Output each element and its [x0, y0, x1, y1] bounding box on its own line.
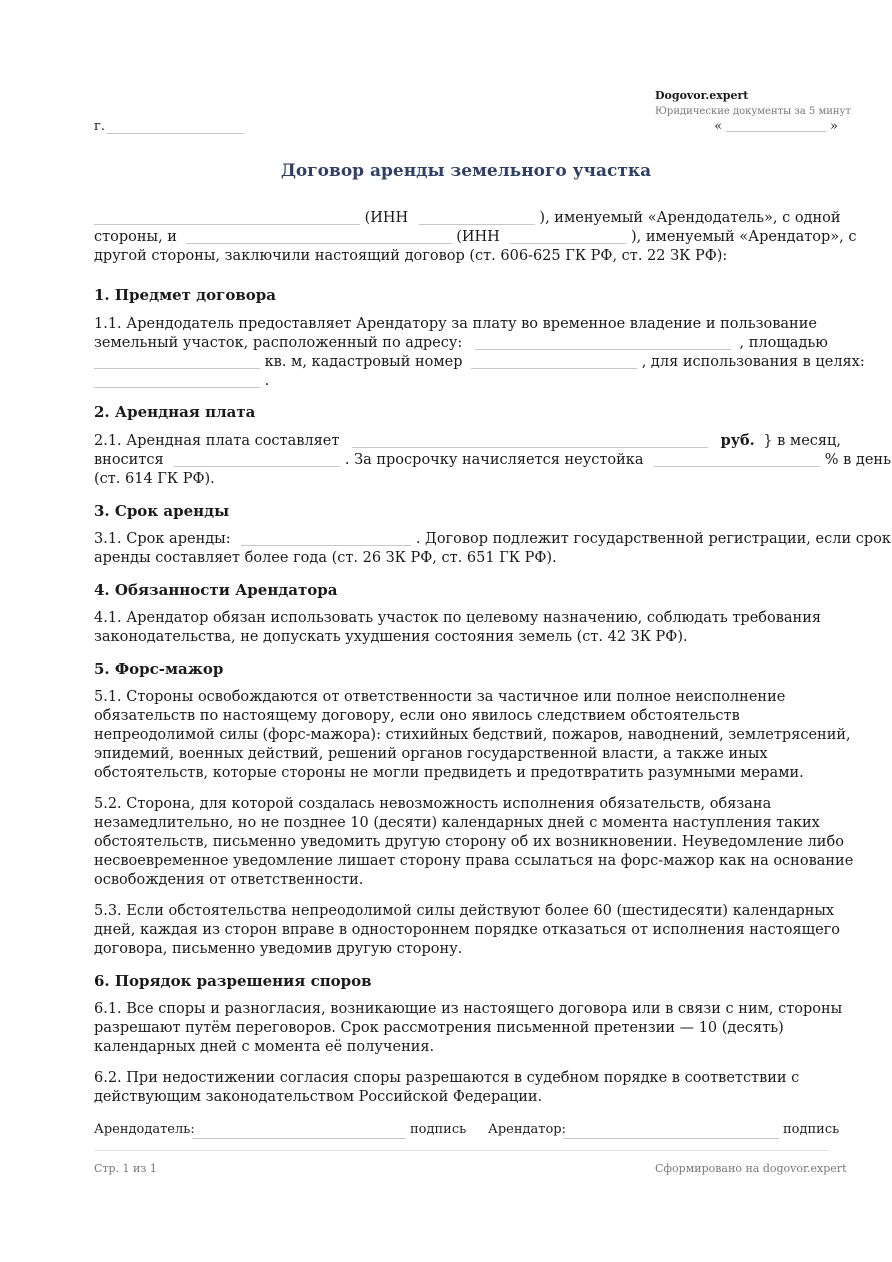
footer-divider — [94, 1150, 829, 1151]
payment-term-blank[interactable] — [174, 453, 340, 467]
section-5-heading: 5. Форс-мажор — [94, 660, 224, 678]
footer-page-number: Стр. 1 из 1 — [94, 1162, 157, 1175]
tenant-inn-blank[interactable] — [510, 230, 626, 244]
section-6-p2: 6.2. При недостижении согласия споры разрешаются в судебном порядке в соответствии с действующим законодательством Российской Федерации. — [94, 1070, 800, 1105]
date-field — [714, 119, 838, 134]
s1-line-1: 1.1. Арендодатель предоставляет Арендатору за плату во временное владение и пользование — [94, 316, 817, 332]
landlord-sign-caption: подпись — [410, 1122, 467, 1137]
section-3-heading: 3. Срок аренды — [94, 502, 230, 520]
preamble-landlord-named: ), именуемый «Арендодатель», с одной — [539, 210, 841, 226]
footer-generated: Сформировано на dogovor.expert — [655, 1162, 847, 1175]
city-blank[interactable] — [106, 133, 244, 134]
cadastral-blank[interactable] — [471, 355, 637, 369]
s2-per-day: % в день — [824, 452, 891, 468]
tenant-sign-caption: подпись — [783, 1122, 840, 1137]
landlord-sign-label: Арендодатель: — [94, 1122, 195, 1137]
signature-row — [94, 1122, 838, 1142]
document-body — [94, 209, 891, 1107]
s1-area-label: , площадью — [739, 335, 828, 351]
brand-tagline: Юридические документы за 5 минут — [655, 106, 851, 117]
brand-block — [655, 89, 855, 119]
penalty-blank[interactable] — [654, 453, 820, 467]
section-5-p1: 5.1. Стороны освобождаются от ответственности за частичное или полное неисполнение обязательств по настоящему договору, если оно явилось следствием обстоятельств непреодолимой силы (форс-мажора): стихийных бедствий, пожаров, наводнений, землетрясений, эпидемий, военных действий, решений органов государственной власти, а также иных обстоятельств, которые стороны не могли предвидеть и предотвратить разумными мерами. — [94, 689, 851, 781]
s1-cadastral-label: кв. м, кадастровый номер — [264, 354, 463, 370]
preamble — [94, 209, 858, 266]
s1-purpose-label: , для использования в целях: — [641, 354, 865, 370]
area-blank[interactable] — [94, 355, 260, 369]
landlord-name-blank[interactable] — [94, 211, 360, 225]
document-title: Договор аренды земельного участка — [280, 161, 652, 181]
s2-penalty-label: . За просрочку начисляется неустойка — [344, 452, 644, 468]
preamble-tenant-named: ), именуемый «Арендатор», с — [631, 229, 857, 245]
section-4-heading: 4. Обязанности Арендатора — [94, 581, 338, 599]
rent-amount-blank[interactable] — [352, 434, 708, 448]
landlord-inn-blank[interactable] — [419, 211, 535, 225]
section-2-text — [94, 431, 891, 489]
lease-term-blank[interactable] — [241, 532, 411, 546]
s2-rent-label: 2.1. Арендная плата составляет — [94, 433, 340, 449]
section-1-heading: 1. Предмет договора — [94, 286, 276, 304]
preamble-inn-label-1: (ИНН — [364, 210, 409, 226]
tenant-name-blank[interactable] — [186, 230, 452, 244]
date-blank[interactable] — [726, 119, 826, 132]
brand-name: Dogovor.expert — [655, 89, 749, 102]
preamble-tail: другой стороны, заключили настоящий договор (ст. 606-625 ГК РФ, ст. 22 ЗК РФ): — [94, 248, 728, 264]
s2-paid-label: вносится — [94, 452, 164, 468]
section-6-p1: 6.1. Все споры и разногласия, возникающие из настоящего договора или в связи с ним, стороны разрешают путём переговоров. Срок рассмотрения письменной претензии — 10 (десять) календарных дней с момента её получения. — [94, 1001, 843, 1055]
s1-address-label: земельный участок, расположенный по адресу: — [94, 335, 463, 351]
section-4-text: 4.1. Арендатор обязан использовать участок по целевому назначению, соблюдать требования законодательства, не допускать ухудшения состояния земель (ст. 42 ЗК РФ). — [94, 610, 822, 645]
section-1-text — [94, 315, 865, 391]
address-blank[interactable] — [475, 336, 731, 350]
city-label: г. — [94, 119, 105, 134]
s2-line-3: (ст. 614 ГК РФ). — [94, 471, 215, 487]
purpose-blank[interactable] — [94, 374, 260, 388]
tenant-signature-blank[interactable] — [563, 1138, 779, 1139]
section-6-heading: 6. Порядок разрешения споров — [94, 972, 372, 990]
s3-term-label: 3.1. Срок аренды: — [94, 531, 231, 547]
section-2-heading: 2. Арендная плата — [94, 403, 256, 421]
preamble-inn-label-2: (ИНН — [456, 229, 500, 245]
s2-rub-label: руб. — [720, 432, 755, 449]
s1-end: . — [264, 373, 270, 389]
s3-registration: . Договор подлежит государственной регистрации, если срок — [415, 531, 891, 547]
section-3-text — [94, 530, 891, 568]
s2-per-month: } в месяц, — [763, 433, 841, 449]
tenant-sign-label: Арендатор: — [488, 1122, 566, 1137]
city-date-row — [94, 119, 838, 137]
section-5-p2: 5.2. Сторона, для которой создалась невозможность исполнения обязательств, обязана незамедлительно, но не позднее 10 (десяти) календарных дней с момента наступления таких обстоятельств, письменно уведомить другую сторону об их возникновении. Неуведомление либо несвоевременное уведомление лишает сторону права ссылаться на форс-мажор как на основание освобождения от ответственности. — [94, 796, 854, 888]
preamble-side2: стороны, и — [94, 229, 177, 245]
section-5-p3: 5.3. Если обстоятельства непреодолимой силы действуют более 60 (шестидесяти) календарных дней, каждая из сторон вправе в одностороннем порядке отказаться от исполнения настоящего договора, письменно уведомив другую сторону. — [94, 903, 840, 957]
date-close-quote: » — [830, 119, 838, 134]
date-open-quote: « — [714, 119, 723, 134]
landlord-signature-blank[interactable] — [192, 1138, 406, 1139]
s3-line-2: аренды составляет более года (ст. 26 ЗК РФ, ст. 651 ГК РФ). — [94, 550, 557, 566]
